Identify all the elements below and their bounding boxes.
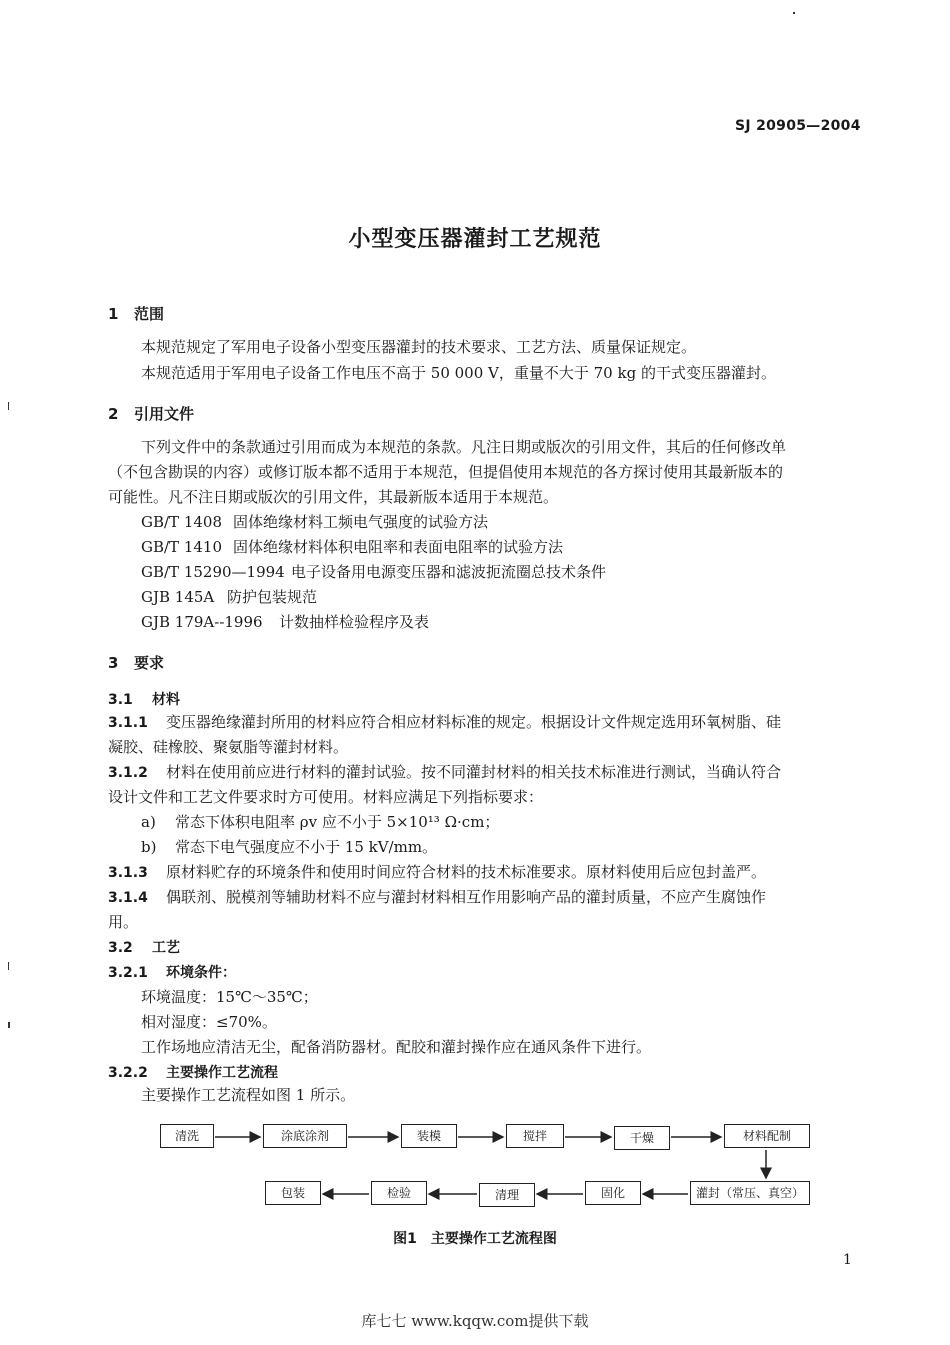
footer-watermark: 库七七 www.kqqw.com提供下载 [361, 1312, 589, 1330]
clause-3-1-3 [108, 860, 766, 886]
paragraph: 本规范适用于军用电子设备工作电压不高于 50 000 V，重量不大于 70 kg 的干式变压器灌封。 [141, 364, 776, 382]
section-number: 2 [108, 405, 119, 423]
clause-line: 环境温度：15℃～35℃； [141, 988, 318, 1006]
clause-3-1-4 [108, 885, 766, 911]
subsection-3-2-heading [108, 937, 180, 957]
list-text: 常态下体积电阻率 ρv 应不小于 5×10¹³ Ω·cm； [175, 813, 500, 831]
list-marker: b) [141, 838, 157, 856]
reference-code: GJB 179A--1996 [141, 613, 263, 631]
section-2-heading [108, 403, 194, 424]
reference-code: GB/T 15290—1994 [141, 563, 285, 581]
standard-number: SJ 20905—2004 [735, 118, 861, 134]
clause-title: 环境条件： [166, 965, 236, 981]
section-number: 1 [108, 305, 119, 323]
clause-line: 设计文件和工艺文件要求时方可使用。材料应满足下列指标要求： [108, 788, 544, 806]
clause-3-1-1 [108, 710, 781, 736]
reference-title: 防护包装规范 [227, 588, 318, 606]
subsection-number: 3.2 [108, 940, 133, 956]
reference-item [141, 585, 317, 610]
section-title: 范围 [134, 305, 165, 323]
flow-step-inspect: 检验 [371, 1181, 427, 1205]
flow-step-cure: 固化 [585, 1181, 641, 1205]
clause-number: 3.1.1 [108, 715, 148, 731]
paragraph-line: 可能性。凡不注日期或版次的引用文件，其最新版本适用于本规范。 [108, 488, 559, 506]
flow-step-mold: 装模 [401, 1124, 457, 1148]
scan-mark [8, 962, 9, 970]
clause-number: 3.1.2 [108, 765, 148, 781]
page-title: 小型变压器灌封工艺规范 [348, 227, 602, 252]
subsection-number: 3.1 [108, 692, 133, 708]
list-item [141, 835, 437, 860]
subsection-title: 工艺 [152, 940, 180, 956]
reference-item [141, 510, 488, 535]
reference-item [141, 560, 606, 585]
figure-caption [0, 1228, 950, 1248]
clause-title: 主要操作工艺流程 [166, 1065, 278, 1081]
paragraph-line: 下列文件中的条款通过引用而成为本规范的条款。凡注日期或版次的引用文件，其后的任何修改单 [141, 438, 787, 456]
flow-step-cleanup: 清理 [479, 1183, 535, 1207]
reference-title: 固体绝缘材料工频电气强度的试验方法 [233, 513, 489, 531]
clause-text: 偶联剂、脱模剂等辅助材料不应与灌封材料相互作用影响产品的灌封质量，不应产生腐蚀作 [166, 888, 767, 906]
reference-title: 电子设备用电源变压器和滤波扼流圈总技术条件 [291, 563, 607, 581]
section-title: 要求 [134, 654, 165, 672]
list-text: 常态下电气强度应不小于 15 kV/mm。 [175, 838, 438, 856]
flow-step-clean: 清洗 [160, 1124, 214, 1148]
section-1-heading [108, 303, 164, 324]
flow-step-primer: 涂底涂剂 [263, 1124, 347, 1148]
reference-title: 固体绝缘材料体积电阻率和表面电阻率的试验方法 [233, 538, 564, 556]
clause-text: 材料在使用前应进行材料的灌封试验。按不同灌封材料的相关技术标准进行测试，当确认符合 [166, 763, 782, 781]
reference-code: GJB 145A [141, 588, 215, 606]
flow-step-mix: 材料配制 [724, 1124, 810, 1148]
clause-number: 3.1.4 [108, 890, 148, 906]
subsection-title: 材料 [152, 692, 180, 708]
flow-step-stir: 搅拌 [506, 1124, 564, 1148]
figure-number: 图1 [393, 1231, 417, 1247]
clause-text: 原材料贮存的环境条件和使用时间应符合材料的技术标准要求。原材料使用后应包封盖严。 [166, 863, 767, 881]
paragraph: 本规范规定了军用电子设备小型变压器灌封的技术要求、工艺方法、质量保证规定。 [141, 338, 697, 356]
clause-text: 变压器绝缘灌封所用的材料应符合相应材料标准的规定。根据设计文件规定选用环氧树脂、硅 [166, 713, 782, 731]
clause-line: 用。 [108, 913, 139, 931]
clause-3-2-2-heading [108, 1062, 278, 1082]
clause-line: 凝胶、硅橡胶、聚氨脂等灌封材料。 [108, 738, 349, 756]
section-title: 引用文件 [134, 405, 195, 423]
flow-step-pack: 包装 [265, 1181, 321, 1205]
clause-number: 3.2.2 [108, 1065, 148, 1081]
reference-code: GB/T 1410 [141, 538, 223, 556]
paragraph-line: （不包含勘误的内容）或修订版本都不适用于本规范，但提倡使用本规范的各方探讨使用其最新版本的 [108, 463, 784, 481]
clause-number: 3.2.1 [108, 965, 148, 981]
scan-mark [8, 1022, 10, 1028]
scan-mark [8, 402, 9, 410]
page-number: 1 [843, 1252, 852, 1268]
clause-3-1-2 [108, 760, 781, 786]
reference-title: 计数抽样检验程序及表 [279, 613, 430, 631]
clause-3-2-1-heading [108, 962, 236, 982]
list-item [141, 810, 499, 835]
reference-item [141, 535, 563, 560]
subsection-3-1-heading [108, 689, 180, 709]
clause-number: 3.1.3 [108, 865, 148, 881]
clause-line: 主要操作工艺流程如图 1 所示。 [141, 1086, 356, 1104]
figure-title: 主要操作工艺流程图 [430, 1231, 557, 1247]
reference-code: GB/T 1408 [141, 513, 223, 531]
section-3-heading [108, 652, 164, 673]
list-marker: a) [141, 813, 156, 831]
flow-step-pot: 灌封（常压、真空） [690, 1181, 810, 1205]
reference-item [141, 610, 429, 635]
clause-line: 工作场地应清洁无尘，配备消防器材。配胶和灌封操作应在通风条件下进行。 [141, 1038, 652, 1056]
section-number: 3 [108, 654, 119, 672]
clause-line: 相对湿度：≤70%。 [141, 1013, 277, 1031]
flow-step-dry: 干燥 [614, 1126, 670, 1150]
scan-mark [793, 12, 795, 14]
